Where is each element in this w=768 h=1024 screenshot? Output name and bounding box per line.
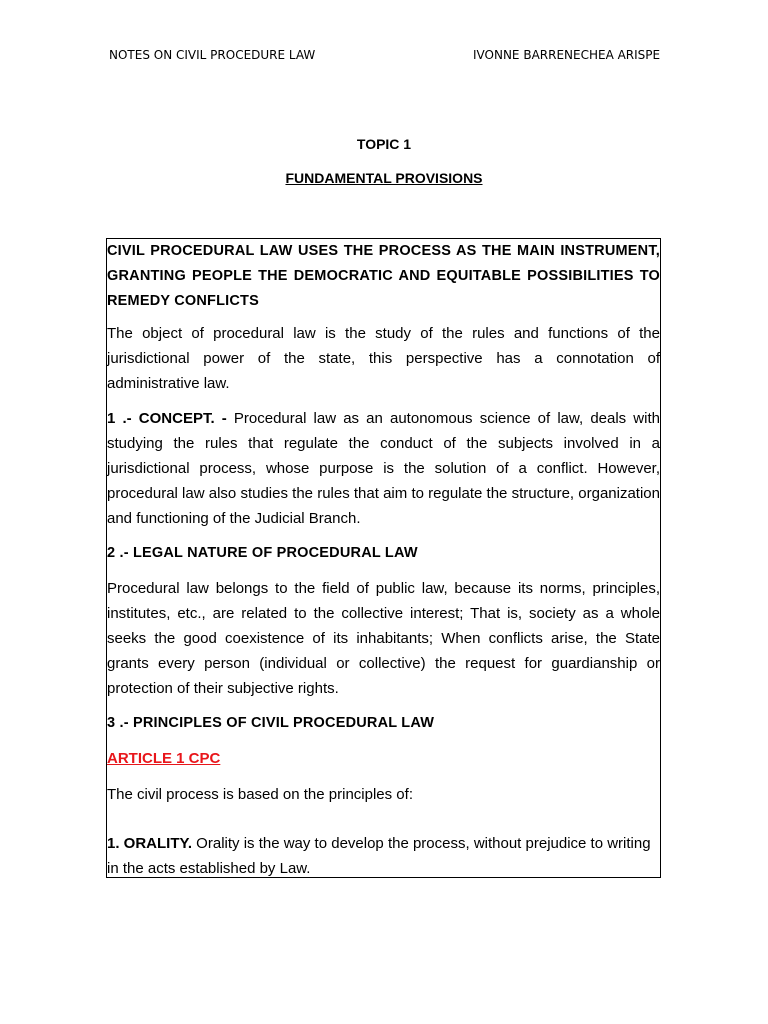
article-1-cpc-link[interactable]: ARTICLE 1 CPC (107, 750, 221, 767)
section-title-text: FUNDAMENTAL PROVISIONS (285, 170, 483, 186)
legal-nature-paragraph: Procedural law belongs to the field of public law, because its norms, principles, institutes, etc., are related to the collective interest; That is, society as a whole seeks the good coexistence of its inhabitants; When conflicts arise, the State grants every person (individual or collective) the request for guardianship or protection of their subjective rights. (107, 580, 660, 697)
principles-heading: 3 .- PRINCIPLES OF CIVIL PROCEDURAL LAW (107, 715, 435, 731)
topic-number: TOPIC 1 (356, 136, 412, 152)
concept-label: 1 .- CONCEPT. - (107, 410, 227, 427)
orality-text: Orality is the way to develop the process, without prejudice to writing in the acts established by Law. (107, 835, 651, 877)
section-title (0, 170, 768, 186)
concept-paragraph (107, 406, 660, 531)
intro-heading: CIVIL PROCEDURAL LAW USES THE PROCESS AS THE MAIN INSTRUMENT, GRANTING PEOPLE THE DEMOCRATIC AND EQUITABLE POSSIBILITIES TO REMEDY CONFLICTS (107, 243, 660, 309)
principles-intro: The civil process is based on the principles of: (107, 786, 413, 803)
article-link-line (107, 746, 660, 771)
orality-paragraph (107, 831, 660, 878)
intro-paragraph: The object of procedural law is the study of the rules and functions of the jurisdictional power of the state, this perspective has a connotation of administrative law. (107, 325, 660, 392)
content-box (106, 238, 661, 878)
header-author: IVONNE BARRENECHEA ARISPE (473, 48, 661, 62)
orality-label: 1. ORALITY. (107, 835, 193, 852)
concept-text: Procedural law as an autonomous science of law, deals with studying the rules that regulate the conduct of the subjects involved in a jurisdictional process, whose purpose is the solution of a conflict. However, procedural law also studies the rules that aim to regulate the structure, organization and functioning of the Judicial Branch. (107, 410, 660, 527)
legal-nature-heading: 2 .- LEGAL NATURE OF PROCEDURAL LAW (107, 545, 418, 561)
header-left-title: NOTES ON CIVIL PROCEDURE LAW (109, 48, 316, 62)
